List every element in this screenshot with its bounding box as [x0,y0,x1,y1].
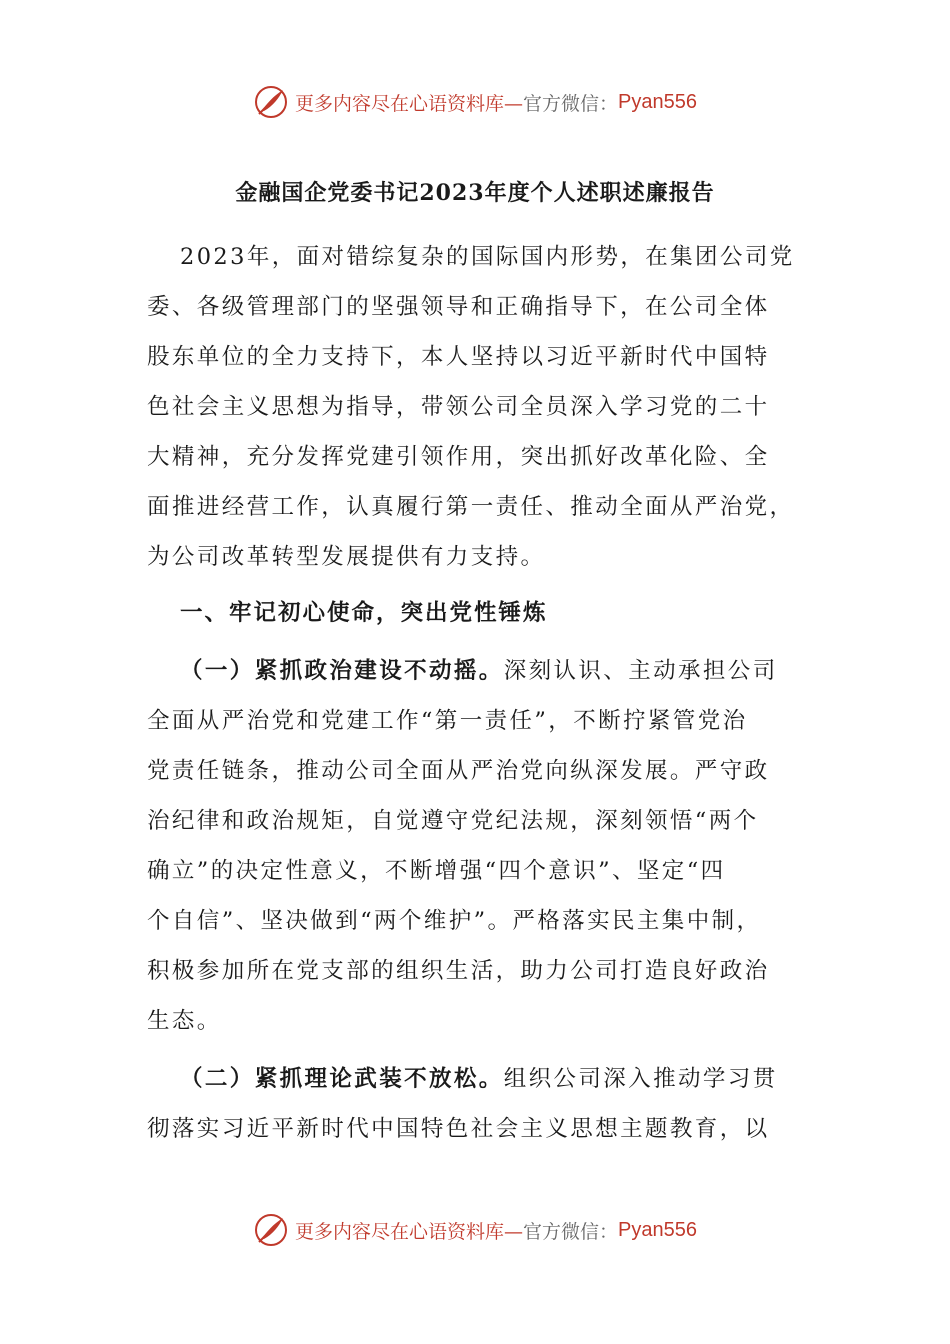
quill-logo-icon [253,84,289,120]
intro-line: 委、各级管理部门的坚强领导和正确指导下，在公司全体 [147,294,770,320]
subsection-lead: （一）紧抓政治建设不动摇。 [180,658,504,684]
quill-logo-icon [253,1212,289,1248]
intro-line: 大精神，充分发挥党建引领作用，突出抓好改革化险、全 [147,444,770,470]
watermark-text: 更多内容尽在心语资料库— [295,92,524,115]
watermark-banner-top [0,82,950,122]
subsection-first-rest: 深刻认识、主动承担公司 [503,658,778,684]
watermark-banner-bottom [0,1210,950,1250]
subsection-line: 积极参加所在党支部的组织生活，助力公司打造良好政治 [147,958,770,984]
subsection-line: 确立”的决定性意义，不断增强“四个意识”、坚定“四 [147,858,726,884]
watermark-text: 更多内容尽在心语资料库— [295,1220,524,1243]
watermark-wechat-id: Pyan556 [618,90,697,113]
intro-line: 股东单位的全力支持下，本人坚持以习近平新时代中国特 [147,344,770,370]
section-heading: 一、牢记初心使命，突出党性锤炼 [180,600,548,626]
subsection-first-line [147,656,807,686]
intro-line: 2023年，面对错综复杂的国际国内形势，在集团公司党 [180,244,795,270]
subsection-line: 生态。 [147,1008,222,1034]
intro-line: 为公司改革转型发展提供有力支持。 [147,544,546,570]
intro-line: 面推进经营工作，认真履行第一责任、推动全面从严治党， [147,494,795,520]
subsection-line: 全面从严治党和党建工作“第一责任”，不断拧紧管党治 [147,708,748,734]
subsection-line: 个自信”、坚决做到“两个维护”。严格落实民主集中制， [147,908,762,934]
subsection-line: 彻落实习近平新时代中国特色社会主义思想主题教育，以 [147,1116,770,1142]
subsection-line: 治纪律和政治规矩，自觉遵守党纪法规，深刻领悟“两个 [147,808,759,834]
subsection-line: 党责任链条，推动公司全面从严治党向纵深发展。严守政 [147,758,770,784]
watermark-wechat-label: 官方微信： [523,1220,619,1243]
subsection-first-rest: 组织公司深入推动学习贯 [503,1066,778,1092]
document-title: 金融国企党委书记2023年度个人述职述廉报告 [235,180,715,206]
subsection-lead: （二）紧抓理论武装不放松。 [180,1066,504,1092]
watermark-wechat-label: 官方微信： [523,92,619,115]
intro-line: 色社会主义思想为指导，带领公司全员深入学习党的二十 [147,394,770,420]
subsection-first-line [147,1064,807,1094]
watermark-wechat-id: Pyan556 [618,1218,697,1241]
